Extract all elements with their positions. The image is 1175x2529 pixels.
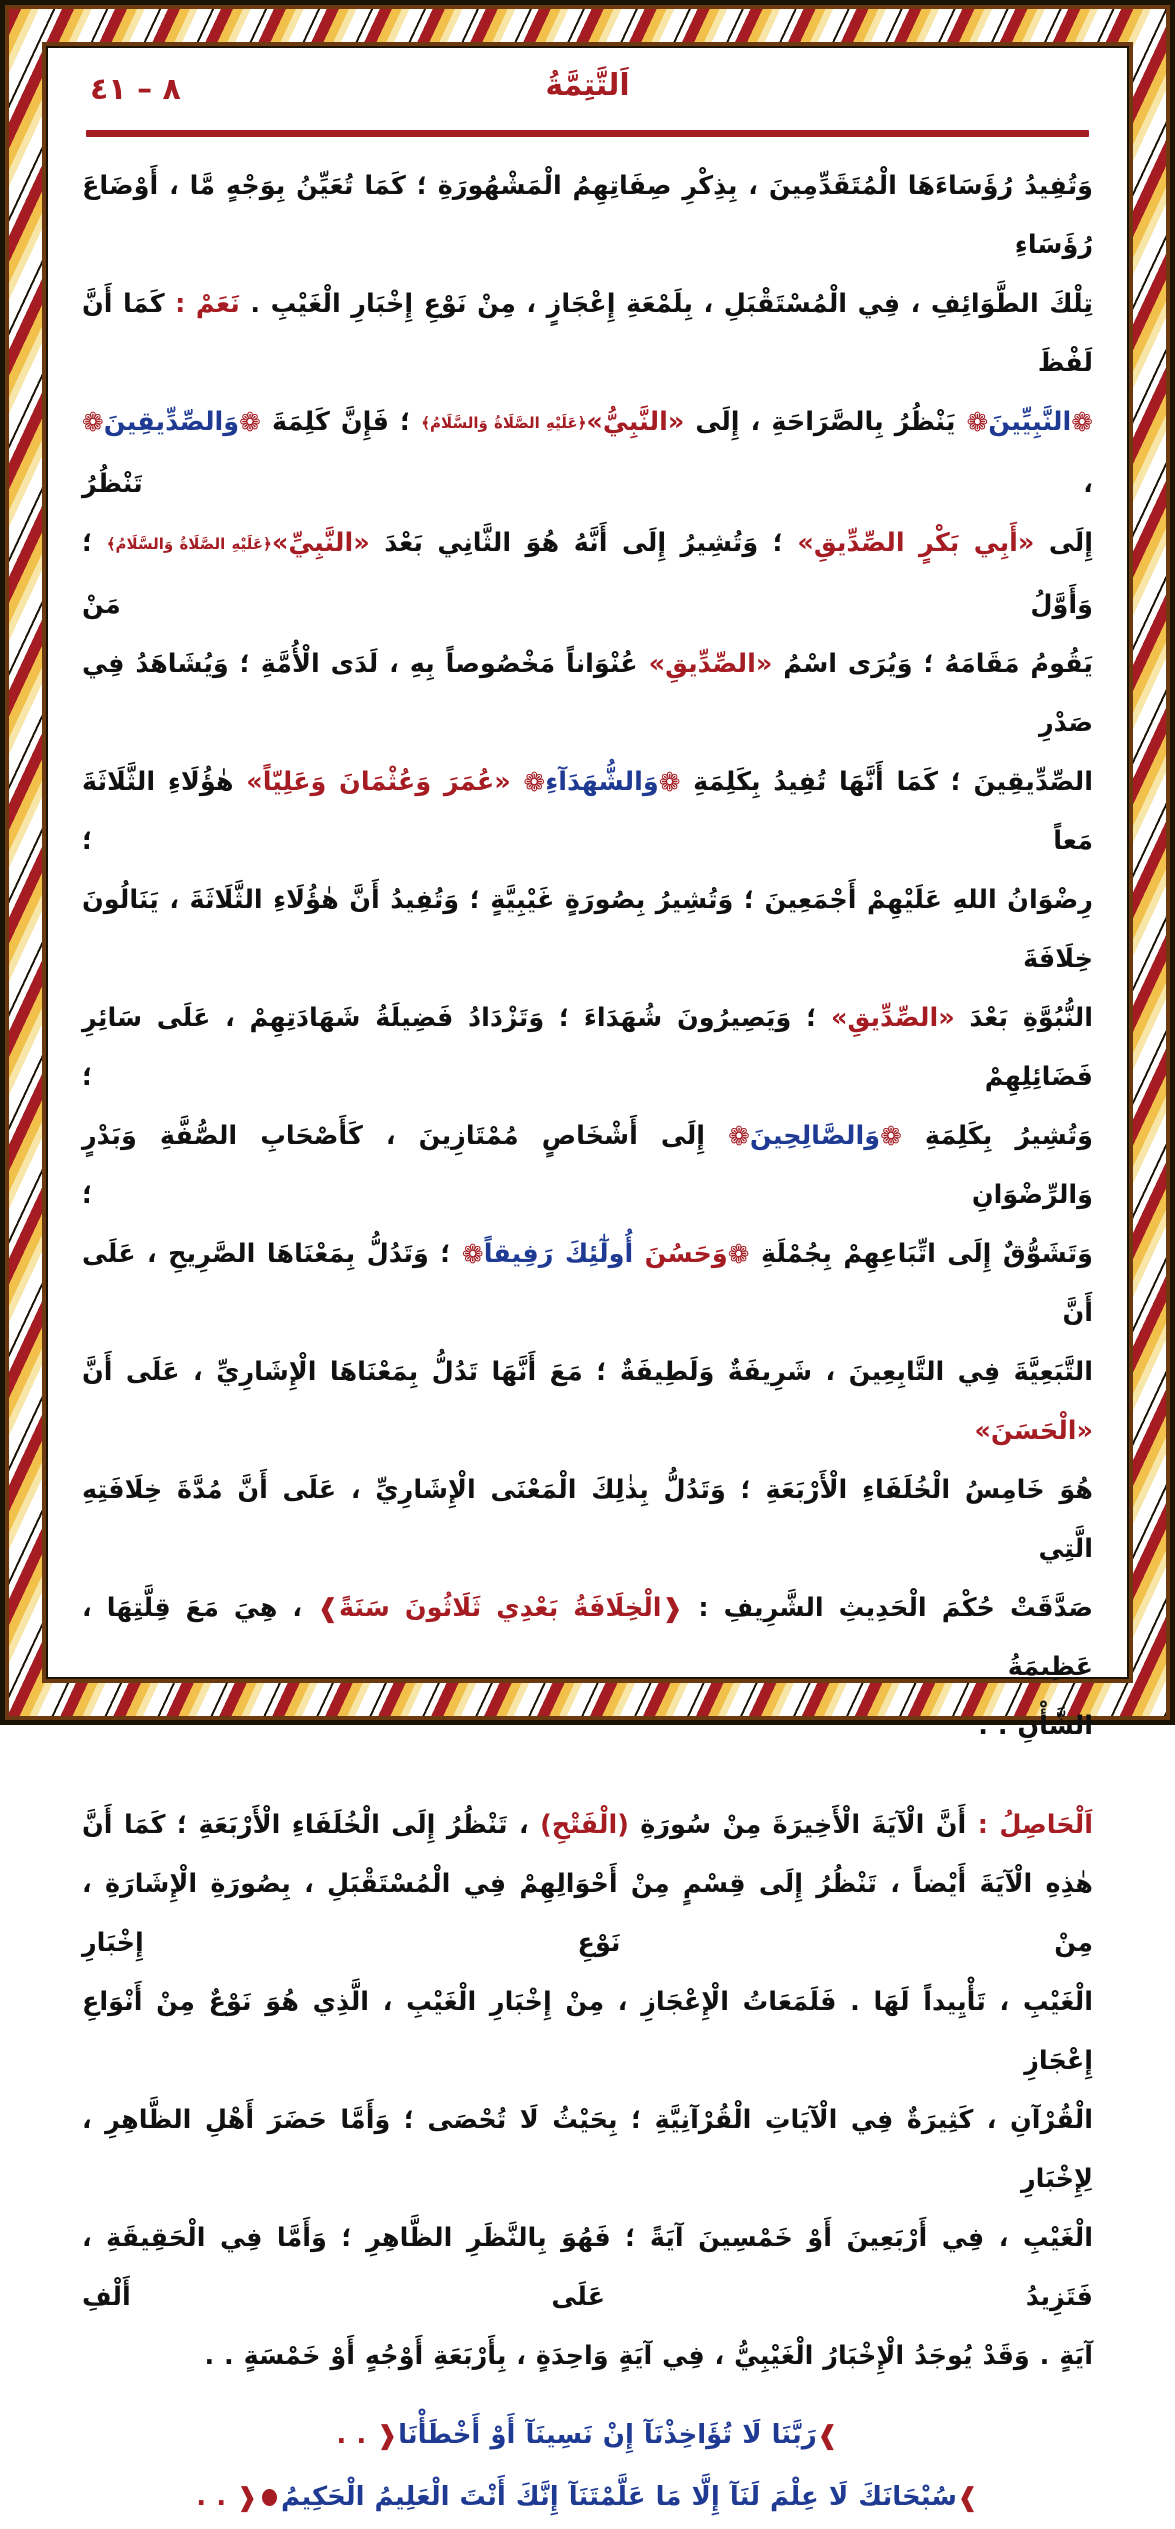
- paragraph-1: [82, 157, 1093, 1756]
- text-run: وَالصَّالِحِينَ: [749, 1121, 881, 1151]
- text-run: أَنَّ الْآيَةَ الْأَخِيرَةَ مِنْ سُورَةِ: [628, 1810, 978, 1840]
- text-run: وَالشُّهَدَآءِ: [545, 767, 659, 797]
- text-line: [82, 1343, 1093, 1461]
- dua-block: [82, 2404, 1093, 2528]
- text-run: هٰؤُلَاءِ الثَّلَاثَةَ مَعاً ؛: [82, 767, 1093, 856]
- text-run: وَتُشِيرُ بِكَلِمَةِ: [901, 1121, 1093, 1151]
- text-run: «الصِّدِّيقِ»: [831, 1003, 955, 1033]
- text-run: «النَّبِيُّ»: [586, 407, 685, 437]
- text-run: الْخِلَافَةُ بَعْدِي ثَلَاثُونَ سَنَةً: [338, 1593, 662, 1623]
- text-line: [82, 2466, 1093, 2528]
- text-run: ، هِيَ مَعَ قِلَّتِهَا ، عَظِيمَةُ: [82, 1593, 1093, 1682]
- honorific-mark: ﴿عَلَيْهِ الصَّلَاةُ وَالسَّلَامُ﴾: [106, 535, 272, 553]
- text-run: ؛ وَتَدُلُّ بِمَعْنَاهَا الصَّرِيحِ ، عَلَى أَنَّ: [82, 1239, 1093, 1328]
- text-line: [82, 2327, 1093, 2386]
- text-run: آيَةٍ . وَقَدْ يُوجَدُ الْإِخْبَارُ الْغَيْبِيُّ ، فِي آيَةٍ وَاحِدَةٍ ، بِأَرْبَعَةِ أَوْجُهٍ أَوْ خَمْسَةٍ . .: [204, 2341, 1093, 2371]
- text-run: الصِّدِّيقِينَ ؛ كَمَا أَنَّهَا تُفِيدُ بِكَلِمَةِ: [680, 767, 1093, 797]
- ornament-bracket-icon: ❁: [880, 1122, 902, 1152]
- text-run: . .: [196, 2482, 237, 2512]
- honorific-mark: ﴿عَلَيْهِ الصَّلَاةُ وَالسَّلَامُ﴾: [421, 414, 587, 432]
- text-run: «أَبِي بَكْرٍ الصِّدِّيقِ»: [797, 528, 1035, 558]
- text-run: إِلَى أَشْخَاصٍ مُمْتَازِينَ ، كَأَصْحَابِ الصُّفَّةِ وَبَدْرٍ وَالرِّضْوَانِ ؛: [82, 1121, 1093, 1210]
- ornament-bracket-icon: ❰: [376, 2421, 399, 2451]
- text-run: هٰذِهِ الْآيَةَ أَيْضاً ، تَنْظُرُ إِلَى قِسْمٍ مِنْ أَحْوَالِهِمْ فِي الْمُسْتَقْبَلِ ، بِصُورَةِ الْإِشَارَةِ ، مِنْ نَوْعِ إِخْبَارِ: [82, 1869, 1093, 1958]
- text-line: [82, 1855, 1093, 1973]
- ornament-bracket-icon: ❁: [239, 408, 261, 438]
- end-marker: [258, 2482, 281, 2512]
- text-run: اَلْحَاصِلُ :: [977, 1810, 1093, 1840]
- text-run: ؛ فَإِنَّ كَلِمَةَ: [260, 407, 422, 437]
- text-run: وَالصِّدِّيقِينَ: [103, 407, 240, 437]
- text-run: النَّبِيِّينَ: [988, 407, 1072, 437]
- text-line: [82, 2091, 1093, 2209]
- text-run: كَمَا أَنَّ لَفْظَ: [82, 289, 1093, 378]
- text-run: سُبْحَانَكَ لَا عِلْمَ لَنَآ إِلَّا مَا عَلَّمْتَنَآ إِنَّكَ أَنْتَ الْعَلِيمُ الْحَكِيمُ: [280, 2482, 957, 2512]
- text-line: [82, 275, 1093, 393]
- ornament-bracket-icon: ❰: [236, 2483, 258, 2513]
- ornament-bracket-icon: ❱: [816, 2421, 839, 2451]
- text-line: [82, 1697, 1093, 1756]
- text-run: نَعَمْ :: [175, 289, 240, 319]
- text-run: رِضْوَانُ اللهِ عَلَيْهِمْ أَجْمَعِينَ ؛ وَتُشِيرُ بِصُورَةٍ غَيْبِيَّةٍ ؛ وَتُفِيدُ أَنَّ هٰؤُلَاءِ الثَّلَاثَةَ ، يَنَالُونَ خِلَافَةَ: [82, 885, 1093, 974]
- text-line: [82, 157, 1093, 275]
- text-line: [82, 635, 1093, 753]
- text-run: . .: [336, 2420, 377, 2450]
- text-run: «النَّبِيِّ»: [271, 528, 370, 558]
- ornament-bracket-icon: ❁: [728, 1122, 750, 1152]
- text-run: وَتُفِيدُ رُؤَسَاءَهَا الْمُتَقَدِّمِينَ ، بِذِكْرِ صِفَاتِهِمُ الْمَشْهُورَةِ ؛ كَمَا تُعَيِّنُ بِوَجْهٍ مَّا ، أَوْضَاعَ رُؤَسَاءِ: [82, 171, 1093, 260]
- text-run: «عُمَرَ وَعُثْمَانَ وَعَلِيّاً»: [246, 767, 511, 797]
- text-run: أُولٰٓئِكَ رَفِيقاً: [483, 1239, 634, 1269]
- text-run: تِلْكَ الطَّوَائِفِ ، فِي الْمُسْتَقْبَلِ ، بِلَمْعَةِ إِعْجَازٍ ، مِنْ نَوْعِ إِخْبَارِ الْغَيْبِ .: [239, 289, 1093, 319]
- text-line: [82, 871, 1093, 989]
- text-line: [82, 1225, 1093, 1343]
- text-run: يَقُومُ مَقَامَهُ ؛ وَيُرَى اسْمُ: [772, 649, 1093, 679]
- text-run: التَّبَعِيَّةَ فِي التَّابِعِينَ ، شَرِيفَةٌ وَلَطِيفَةٌ ؛ مَعَ أَنَّهَا تَدُلُّ بِمَعْنَاهَا الْإِشَارِيِّ ، عَلَى أَنَّ: [82, 1357, 1093, 1387]
- ornament-bracket-icon: ❁: [82, 408, 104, 438]
- text-line: [82, 1973, 1093, 2091]
- body-text: [82, 157, 1093, 2528]
- text-line: [82, 753, 1093, 871]
- ornament-bracket-icon: ❁: [727, 1240, 750, 1270]
- ornament-bracket-icon: ❱: [317, 1594, 339, 1624]
- text-run: هُوَ خَامِسُ الْخُلَفَاءِ الْأَرْبَعَةِ ؛ وَتَدُلُّ بِذٰلِكَ الْمَعْنَى الْإِشَارِيِّ ، عَلَى أَنَّ مُدَّةَ خِلَافَتِهِ الَّتِي: [82, 1475, 1093, 1564]
- text-line: [82, 2404, 1093, 2466]
- text-line: [82, 1107, 1093, 1225]
- page-content: [56, 56, 1119, 2513]
- page-number: ٨ – ٤١: [90, 72, 181, 107]
- text-run: ، تَنْظُرُ إِلَى الْخُلَفَاءِ الْأَرْبَعَةِ ؛ كَمَا أَنَّ: [82, 1810, 541, 1840]
- ornament-bracket-icon: ❁: [523, 768, 546, 798]
- text-run: الْغَيْبِ ، تَأْيِيداً لَهَا . فَلَمَعَاتُ الْإِعْجَازِ ، مِنْ إِخْبَارِ الْغَيْبِ ، الَّذِي هُوَ نَوْعٌ مِنْ أَنْوَاعِ إِعْجَازِ: [82, 1987, 1093, 2076]
- ornament-bracket-icon: ❁: [1071, 408, 1093, 438]
- text-line: [82, 989, 1093, 1107]
- page-header: [82, 70, 1093, 128]
- text-run: الْقُرْآنِ ، كَثِيرَةٌ فِي الْآيَاتِ الْقُرْآنِيَّةِ ؛ بِحَيْثُ لَا تُحْصَى ؛ وَأَمَّا حَضَرَ أَهْلِ الظَّاهِرِ ، لِإِخْبَارِ: [82, 2105, 1093, 2194]
- ornament-bracket-icon: ❱: [956, 2483, 979, 2513]
- ornament-bracket-icon: ❁: [461, 1240, 484, 1270]
- text-run: ؛ وَأَوَّلُ مَنْ: [82, 528, 1093, 620]
- paragraph-spacer: [82, 1756, 1093, 1796]
- end-marker-icon: [262, 2489, 277, 2506]
- text-run: وَحَسُنَ: [633, 1239, 728, 1269]
- ornament-bracket-icon: ❁: [966, 408, 989, 438]
- text-run: «الصِّدِّيقِ»: [648, 649, 773, 679]
- text-run: عُنْوَاناً مَخْصُوصاً بِهِ ، لَدَى الْأُمَّةِ ؛ وَيُشَاهَدُ فِي صَدْرِ: [82, 649, 1093, 738]
- text-run: صَدَّقَتْ حُكْمَ الْحَدِيثِ الشَّرِيفِ :: [683, 1593, 1093, 1623]
- text-line: [82, 1796, 1093, 1855]
- text-run: ؛ وَتُشِيرُ إِلَى أَنَّهُ هُوَ الثَّانِي بَعْدَ: [369, 528, 798, 558]
- text-run: النُّبُوَّةِ بَعْدَ: [954, 1003, 1093, 1033]
- text-run: (الْفَتْحِ): [540, 1810, 629, 1840]
- paragraph-2: [82, 1796, 1093, 2386]
- text-run: ، تَنْظُرُ: [82, 469, 1093, 499]
- text-run: رَبَّنَا لَا تُؤَاخِذْنَآ إِنْ نَسِينَآ أَوْ أَخْطَأْنَا: [398, 2420, 817, 2450]
- text-run: الْغَيْبِ ، فِي أَرْبَعِينَ أَوْ خَمْسِينَ آيَةً ؛ فَهُوَ بِالنَّظَرِ الظَّاهِرِ ؛ وَأَمَّا فِي الْحَقِيقَةِ ، فَتَزِيدُ عَلَى أَلْفِ: [82, 2223, 1093, 2312]
- text-run: الشَّأْنِ . .: [978, 1711, 1093, 1741]
- text-run: «الْحَسَنَ»: [974, 1416, 1093, 1446]
- text-line: [82, 393, 1093, 514]
- text-line: [82, 1461, 1093, 1579]
- text-run: وَتَشَوُّقٌ إِلَى اتِّبَاعِهِمْ بِجُمْلَةِ: [749, 1239, 1093, 1269]
- text-line: [82, 2209, 1093, 2327]
- page-title: اَلتَّتِمَّةُ: [545, 68, 630, 103]
- dua-spacer: [82, 2386, 1093, 2404]
- text-line: [82, 1579, 1093, 1697]
- text-line: [82, 514, 1093, 635]
- text-run: [511, 767, 524, 797]
- ornament-bracket-icon: ❰: [661, 1594, 684, 1624]
- header-rule: [86, 130, 1089, 137]
- text-run: يَنْظُرُ بِالصَّرَاحَةِ ، إِلَى: [684, 407, 967, 437]
- ornament-bracket-icon: ❁: [658, 768, 681, 798]
- text-run: إِلَى: [1034, 528, 1093, 558]
- text-run: ؛ وَيَصِيرُونَ شُهَدَاءَ ؛ وَتَزْدَادُ فَضِيلَةُ شَهَادَتِهِمْ ، عَلَى سَائِرِ فَضَائِلِهِمْ ؛: [82, 1003, 1093, 1092]
